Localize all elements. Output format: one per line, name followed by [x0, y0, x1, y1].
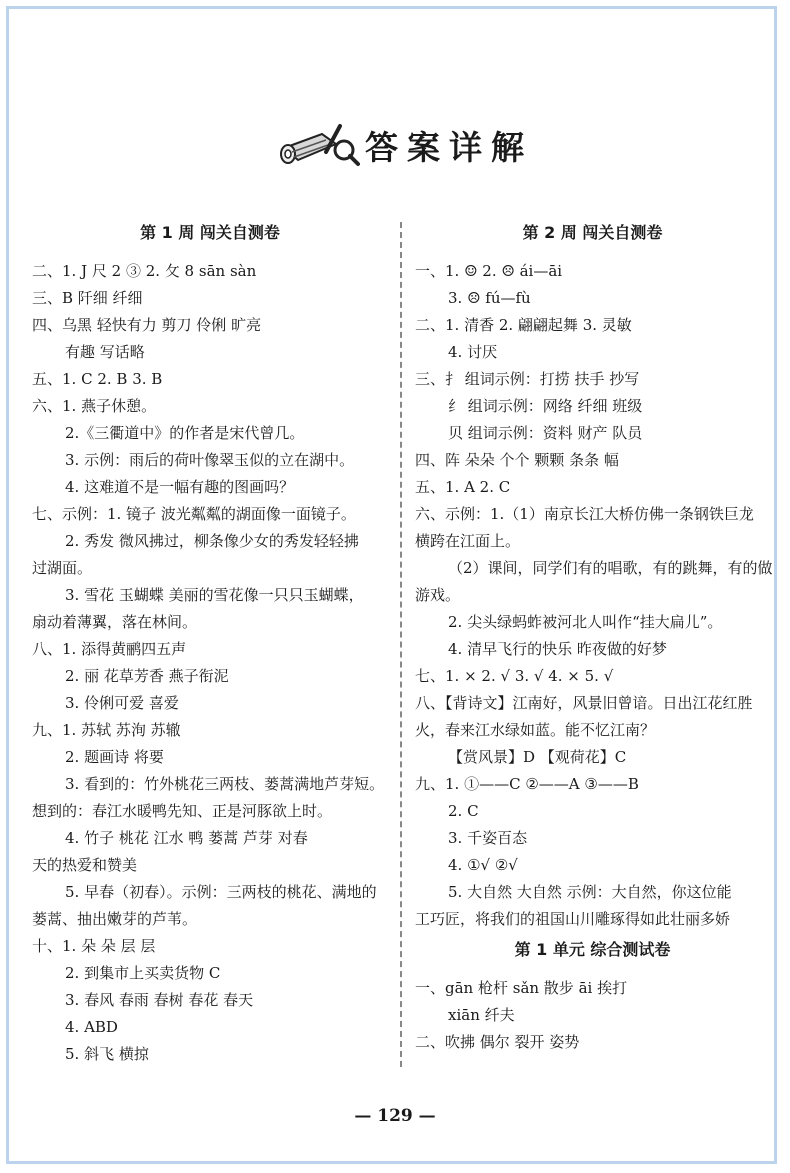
right-column — [415, 220, 773, 1056]
answer-line: 七、示例：1. 镜子 波光粼粼的湖面像一面镜子。 — [32, 505, 356, 523]
answer-line: 三、扌 组词示例：打捞 扶手 抄写 — [415, 370, 640, 388]
answer-line: 游戏。 — [415, 586, 461, 604]
right-answer-list — [415, 258, 773, 933]
answer-line: 四、乌黑 轻快有力 剪刀 伶俐 旷亮 — [32, 316, 262, 334]
answer-line: 2. 题画诗 将要 — [65, 748, 164, 766]
header — [0, 118, 790, 178]
left-answer-list — [32, 258, 388, 1068]
column-divider — [400, 222, 402, 1067]
answer-line: 六、示例：1.（1）南京长江大桥仿佛一条钢铁巨龙 — [415, 505, 754, 523]
answer-line: 工巧匠，将我们的祖国山川雕琢得如此壮丽多娇 — [415, 910, 731, 928]
answer-line: 4. 竹子 桃花 江水 鸭 蒌蒿 芦芽 对春 — [65, 829, 308, 847]
answer-line: 九、1. ①——C ②——A ③——B — [415, 775, 639, 793]
answer-line: 5. 早春（初春）。示例：三两枝的桃花、满地的 — [65, 883, 377, 901]
answer-line: 3. ☹ fú—fù — [448, 289, 531, 307]
answer-line: 七、1. × 2. √ 3. √ 4. × 5. √ — [415, 667, 614, 685]
answer-line: 4. ABD — [65, 1018, 118, 1036]
answer-line: 5. 大自然 大自然 示例：大自然，你这位能 — [448, 883, 732, 901]
answer-line: 火，春来江水绿如蓝。能不忆江南？ — [415, 721, 656, 739]
answer-line: 六、1. 燕子休憩。 — [32, 397, 157, 415]
section-title-week1: 第 1 周 闯关自测卷 — [140, 223, 280, 242]
section-title-unit1: 第 1 单元 综合测试卷 — [514, 940, 671, 959]
answer-line: 5. 斜飞 横掠 — [65, 1045, 149, 1063]
answer-line: 3. 千姿百态 — [448, 829, 528, 847]
answer-line: 五、1. C 2. B 3. B — [32, 370, 163, 388]
answer-line: 二、吹拂 偶尔 裂开 姿势 — [415, 1033, 580, 1051]
answer-line: 十、1. 朵 朵 层 层 — [32, 937, 156, 955]
answer-line: 天的热爱和赞美 — [32, 856, 138, 874]
answer-line: 2. 到集市上买卖货物 C — [65, 964, 221, 982]
answer-line: 横跨在江面上。 — [415, 532, 521, 550]
answer-line: xiān 纤夫 — [448, 1006, 515, 1024]
answer-line: 2. 秀发 微风拂过，柳条像少女的秀发轻轻拂 — [65, 532, 359, 550]
answer-line: 扇动着薄翼，落在林间。 — [32, 613, 198, 631]
unit-answer-list — [415, 975, 770, 1056]
answer-line: 蒌蒿、抽出嫩芽的芦苇。 — [32, 910, 198, 928]
answer-line: 过湖面。 — [32, 559, 93, 577]
answer-line: 4. 清早飞行的快乐 昨夜做的好梦 — [448, 640, 667, 658]
answer-line: 八、1. 添得黄鹂四五声 — [32, 640, 187, 658]
answer-line: 一、1. ☺ 2. ☹ ái—āi — [415, 262, 563, 280]
answer-line: 有趣 写话略 — [65, 343, 145, 361]
answer-line: 2. 丽 花草芳香 燕子衔泥 — [65, 667, 229, 685]
answer-line: 2. C — [448, 802, 479, 820]
scroll-magnifier-icon — [278, 118, 360, 170]
answer-line: 4. ①√ ②√ — [448, 856, 518, 874]
answer-line: 五、1. A 2. C — [415, 478, 511, 496]
answer-line: 四、阵 朵朵 个个 颗颗 条条 幅 — [415, 451, 619, 469]
answer-line: 3. 雪花 玉蝴蝶 美丽的雪花像一只只玉蝴蝶， — [65, 586, 364, 604]
answer-line: （2）课间，同学们有的唱歌，有的跳舞，有的做 — [448, 559, 773, 577]
answer-line: 九、1. 苏轼 苏洵 苏辙 — [32, 721, 181, 739]
answer-line: 3. 伶俐可爱 喜爱 — [65, 694, 179, 712]
answer-line: 【赏风景】D 【观荷花】C — [448, 748, 627, 766]
section-title-week2: 第 2 周 闯关自测卷 — [522, 223, 663, 242]
left-column — [32, 220, 388, 1068]
answer-line: 3. 春风 春雨 春树 春花 春天 — [65, 991, 254, 1009]
answer-line: 纟 组词示例：网络 纤细 班级 — [448, 397, 643, 415]
answer-line: 3. 看到的：竹外桃花三两枝、蒌蒿满地芦芽短。 — [65, 775, 385, 793]
answer-line: 二、1. 清香 2. 翩翩起舞 3. 灵敏 — [415, 316, 632, 334]
answer-line: 二、1. J 尺 2 ③ 2. 攵 8 sān sàn — [32, 262, 257, 280]
page-title: 答案详解 — [365, 128, 533, 167]
answer-line: 2.《三衢道中》的作者是宋代曾几。 — [65, 424, 305, 442]
answer-line: 想到的：春江水暖鸭先知、正是河豚欲上时。 — [32, 802, 333, 820]
answer-line: 三、B 阡细 纤细 — [32, 289, 143, 307]
page-number: — 129 — — [354, 1106, 436, 1126]
answer-line: 八、【背诗文】江南好，风景旧曾谙。日出江花红胜 — [415, 694, 753, 712]
answer-line: 4. 讨厌 — [448, 343, 498, 361]
answer-line: 一、gān 枪杆 sǎn 散步 āi 挨打 — [415, 979, 628, 997]
answer-line: 2. 尖头绿蚂蚱被河北人叫作“挂大扁儿”。 — [448, 613, 723, 631]
answer-line: 贝 组词示例：资料 财产 队员 — [448, 424, 643, 442]
answer-line: 4. 这难道不是一幅有趣的图画吗？ — [65, 478, 295, 496]
answer-line: 3. 示例：雨后的荷叶像翠玉似的立在湖中。 — [65, 451, 355, 469]
